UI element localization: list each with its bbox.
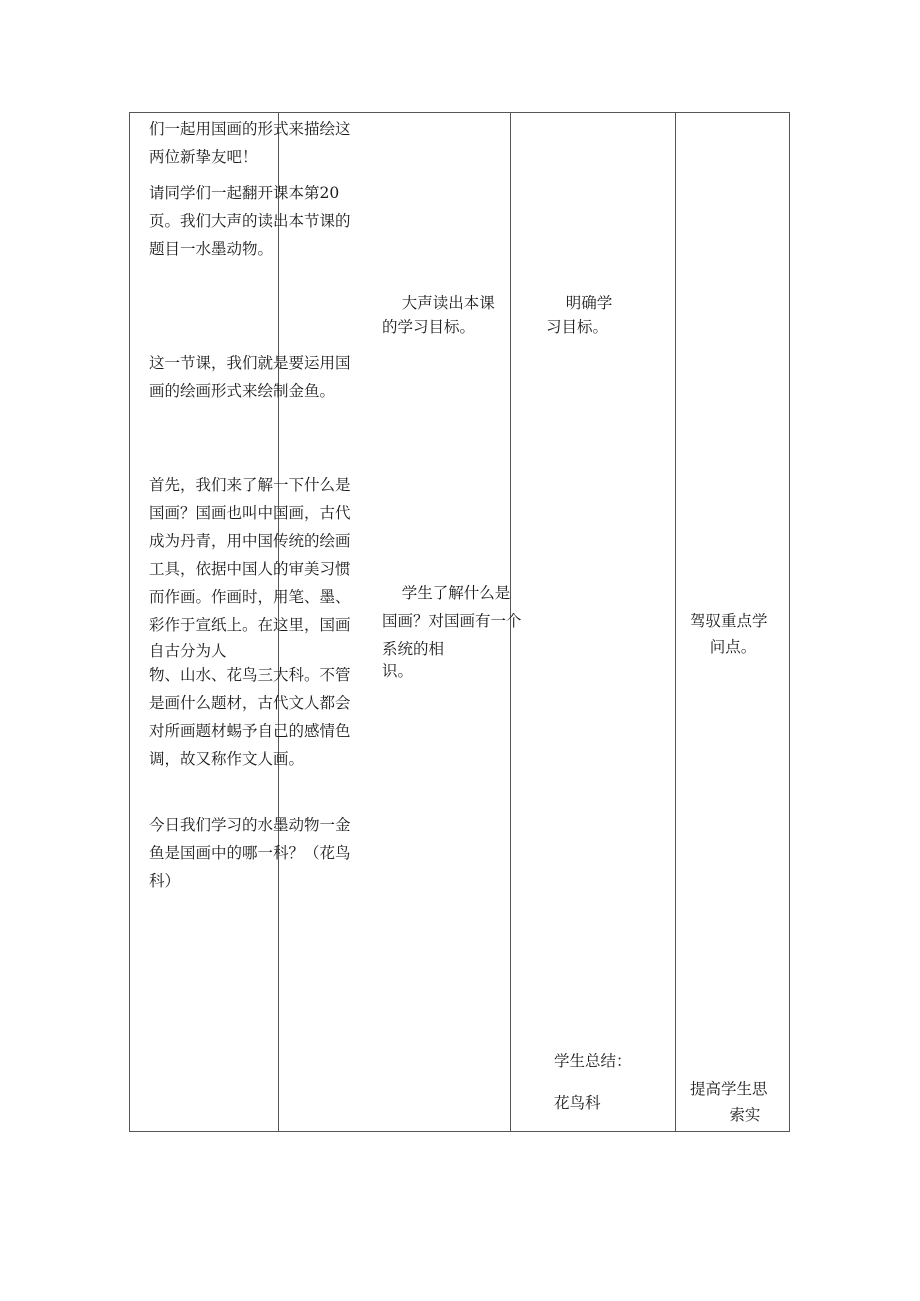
teacher-para4-line2: 国画？国画也叫中国画，古代 [149, 504, 351, 522]
student-summary-answer: 花鸟科 [554, 1094, 601, 1112]
student-learn-line1: 学生了解什么是 [382, 584, 511, 602]
student-learn-line4: 识。 [382, 662, 414, 680]
teacher-para4-line9: 是画什么题材，古代文人都会 [149, 694, 351, 712]
student-learn-line2: 国画？对国画有一个 [382, 612, 522, 630]
teacher-para2-line2: 页。我们大声的读出本节课的 [149, 212, 351, 230]
teacher-para3-line2: 画的绘画形式来绘制金鱼。 [149, 382, 336, 400]
teacher-para1-line2: 两位新挚友吧！ [149, 148, 258, 166]
student-summary-title: 学生总结： [554, 1052, 632, 1070]
teacher-para4-line10: 对所画题材蜴予自己的感情色 [149, 722, 351, 740]
teacher-para5-line1: 今日我们学习的水墨动物一金 [149, 816, 351, 834]
teacher-para3-line1: 这一节课，我们就是要运用国 [149, 354, 351, 372]
purpose-goal-line1: 明确学 [546, 294, 613, 312]
teacher-para4-line5: 而作画。作画时，用笔、墨、 [149, 588, 351, 606]
teacher-para5-line2: 鱼是国画中的哪一科？（花鸟 [149, 844, 351, 862]
teacher-para4-line1: 首先，我们来了解一下什么是 [149, 476, 351, 494]
teacher-para4-line3: 成为丹青，用中国传统的绘画 [149, 532, 351, 550]
student-learn-line3: 系统的相 [382, 640, 445, 658]
teacher-para5-line3: 科） [149, 872, 181, 890]
purpose-key-line1: 驾驭重点学 [690, 612, 768, 630]
teacher-para4-line11: 调，故又称作文人画。 [149, 750, 305, 768]
purpose-goal-line2: 习目标。 [546, 318, 609, 336]
column-divider-3 [675, 113, 676, 1131]
teacher-para4-line4: 工具，依据中国人的审美习惯 [149, 560, 351, 578]
teacher-para4-line7: 自古分为人 [149, 642, 227, 660]
teacher-para2-line3: 题目一水墨动物。 [149, 240, 274, 258]
teacher-para4-line6: 彩作于宣纸上。在这里，国画 [149, 616, 351, 634]
purpose-improve-line2: 索实 [690, 1106, 761, 1124]
teacher-para2-line1: 请同学们一起翻开课本第20 [149, 184, 340, 202]
student-read-line2: 的学习目标。 [382, 318, 476, 336]
teacher-para4-line8: 物、山水、花鸟三大科。不管 [149, 666, 351, 684]
teacher-para1-line1: 们一起用国画的形式来描绘这 [149, 120, 351, 138]
purpose-key-line2: 问点。 [690, 638, 757, 656]
purpose-improve-line1: 提高学生思 [690, 1080, 768, 1098]
student-read-line1: 大声读出本课 [382, 294, 495, 312]
